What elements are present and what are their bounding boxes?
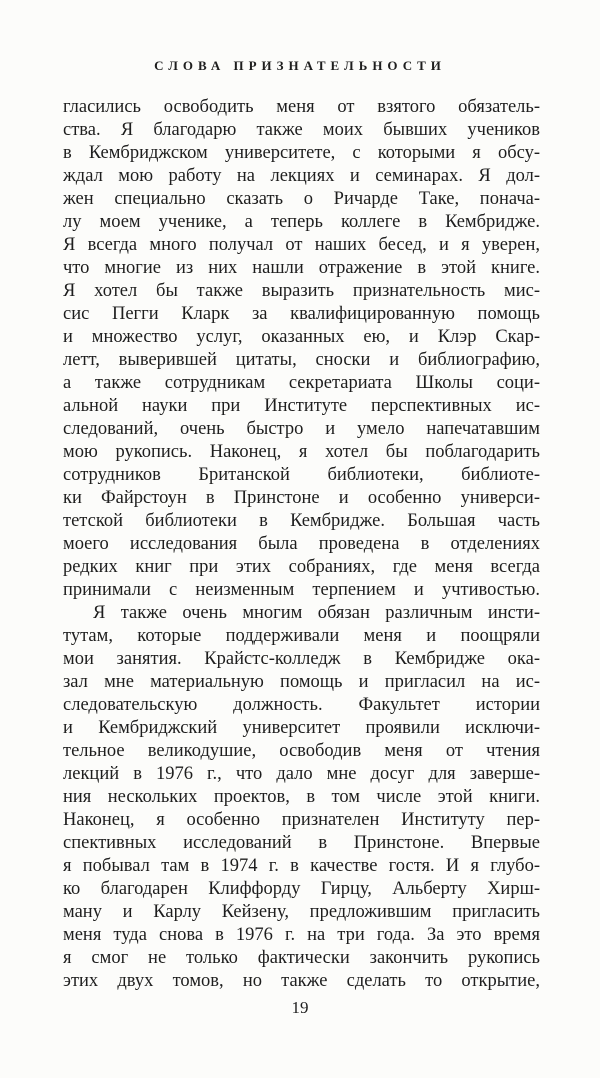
text-line: тетской библиотеки в Кембридже. Большая часть [63,511,540,531]
text-line: а также сотрудникам секретариата Школы соци- [63,373,540,393]
text-line: в Кембриджском университете, с которыми я обсу- [63,143,540,163]
text-line: тутам, которые поддерживали меня и поощряли [63,626,540,646]
text-line: спективных исследований в Принстоне. Впервые [63,833,540,853]
text-line: и Кембриджский университет проявили исключи- [63,718,540,738]
text-line: ко благодарен Клиффорду Гирцу, Альберту Хирш- [63,879,540,899]
text-line: ждал мою работу на лекциях и семинарах. Я дол- [63,166,540,186]
text-line: меня туда снова в 1976 г. на три года. За это время [63,925,540,945]
body-text [63,96,540,993]
text-line: что многие из них нашли отражение в этой книге. [63,258,540,278]
text-line: мои занятия. Крайстс-колледж в Кембридже ока- [63,649,540,669]
text-line: Наконец, я особенно признателен Институту пер- [63,810,540,830]
text-line: летт, выверившей цитаты, сноски и библиографию, [63,350,540,370]
text-line: следовательскую должность. Факультет истории [63,695,540,715]
text-line: сис Пегги Кларк за квалифицированную помощь [63,304,540,324]
text-line: и множество услуг, оказанных ею, и Клэр Скар- [63,327,540,347]
text-line: я смог не только фактически закончить рукопись [63,948,540,968]
text-line: ния нескольких проектов, в том числе этой книги. [63,787,540,807]
text-line: сотрудников Британской библиотеки, библиоте- [63,465,540,485]
text-line: я побывал там в 1974 г. в качестве гостя. И я глубо- [63,856,540,876]
text-line: тельное великодушие, освободив меня от чтения [63,741,540,761]
text-line: Я также очень многим обязан различным инсти- [93,603,540,623]
text-line: следований, очень быстро и умело напечатавшим [63,419,540,439]
text-line: Я хотел бы также выразить признательность мис- [63,281,540,301]
text-line: ства. Я благодарю также моих бывших учеников [63,120,540,140]
text-line: принимали с неизменным терпением и учтивостью. [63,580,540,600]
text-line: альной науки при Институте перспективных ис- [63,396,540,416]
text-line: зал мне материальную помощь и пригласил на ис- [63,672,540,692]
text-line: лекций в 1976 г., что дало мне досуг для заверше- [63,764,540,784]
text-line: гласились освободить меня от взятого обязатель- [63,97,540,117]
text-line: редких книг при этих собраниях, где меня всегда [63,557,540,577]
running-head: СЛОВА ПРИЗНАТЕЛЬНОСТИ [154,58,446,73]
text-line: ману и Карлу Кейзену, предложившим пригласить [63,902,540,922]
page-number: 19 [291,998,309,1017]
text-line: мою рукопись. Наконец, я хотел бы поблагодарить [63,442,540,462]
text-line: ки Файрстоун в Принстоне и особенно универси- [63,488,540,508]
text-line: Я всегда много получал от наших бесед, и я уверен, [63,235,540,255]
text-line: лу моем ученике, а теперь коллеге в Кембридже. [63,212,540,232]
text-line: этих двух томов, но также сделать то открытие, [63,971,540,991]
text-line: моего исследования была проведена в отделениях [63,534,540,554]
text-line: жен специально сказать о Ричарде Таке, понача- [63,189,540,209]
